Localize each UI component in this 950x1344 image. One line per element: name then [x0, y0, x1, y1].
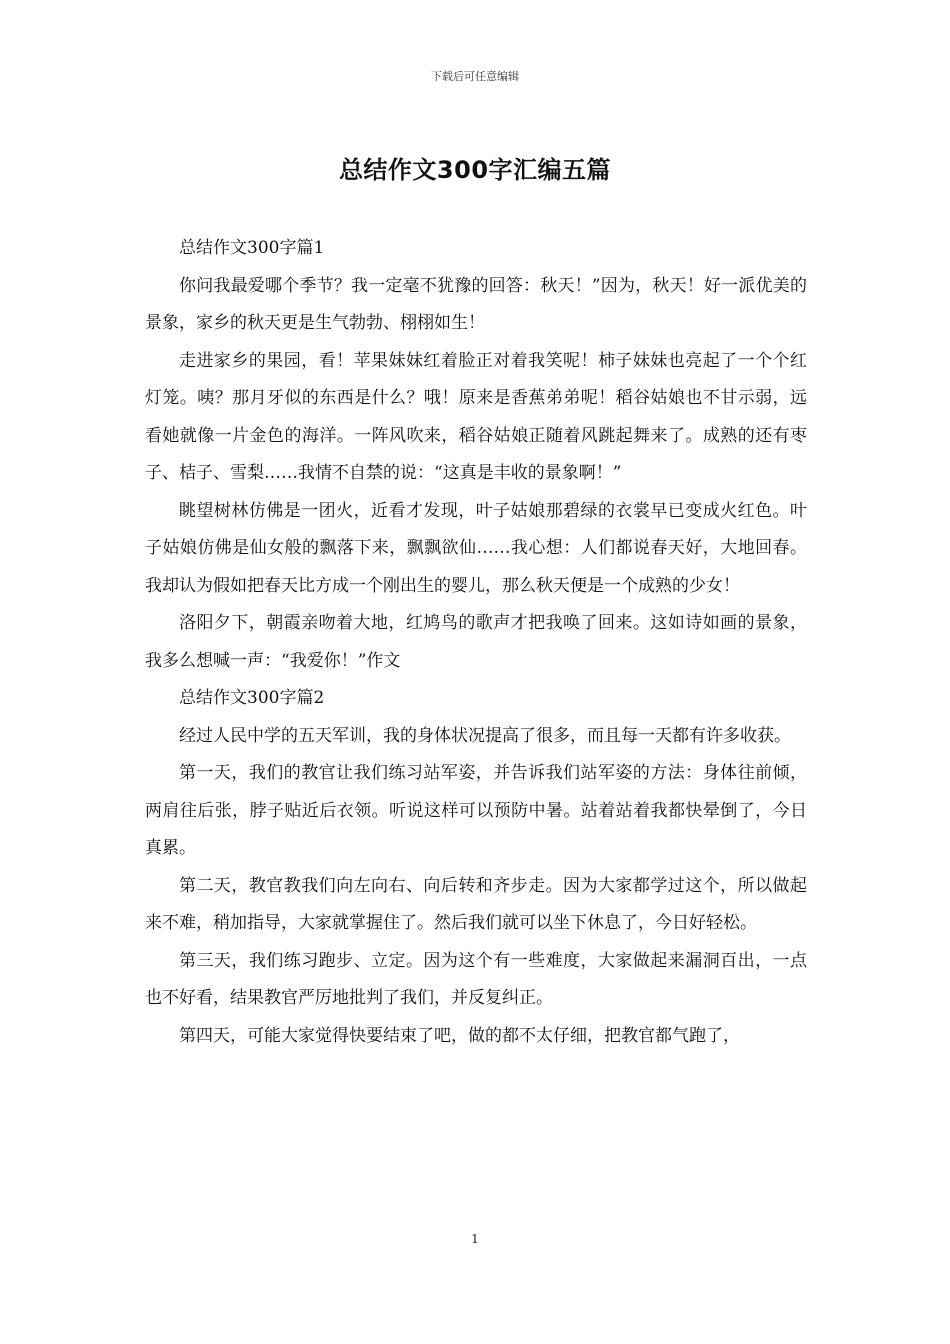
paragraph: 走进家乡的果园，看！苹果妹妹红着脸正对着我笑呢！柿子妹妹也亮起了一个个红灯笼。咦？那月牙似的东西是什么？哦！原来是香蕉弟弟呢！稻谷姑娘也不甘示弱，远看她就像一片金色的海洋。一阵风吹来，稻谷姑娘正随着风跳起舞来了。成熟的还有枣子、桔子、雪梨……我情不自禁的说：“这真是丰收的景象啊！” — [145, 350, 807, 483]
section-heading-2: 总结作文300字篇2 — [179, 688, 325, 708]
paragraph: 第四天，可能大家觉得快要结束了吧，做的都不太仔细，把教官都气跑了， — [179, 1025, 740, 1046]
document-title: 总结作文300字汇编五篇 — [338, 156, 612, 184]
paragraph: 眺望树林仿佛是一团火，近看才发现，叶子姑娘那碧绿的衣裳早已变成火红色。叶子姑娘仿佛是仙女般的飘落下来，飘飘欲仙……我心想：人们都说春天好，大地回春。我却认为假如把春天比方成一个刚出生的婴儿，那么秋天便是一个成熟的少女！ — [145, 500, 807, 596]
paragraph: 经过人民中学的五天军训，我的身体状况提高了很多，而且每一天都有许多收获。 — [179, 725, 791, 746]
paragraph: 洛阳夕下，朝霞亲吻着大地，红鸠鸟的歌声才把我唤了回来。这如诗如画的景象，我多么想喊一声：“我爱你！”作文 — [145, 613, 807, 671]
paragraph: 第三天，我们练习跑步、立定。因为这个有一些难度，大家做起来漏洞百出，一点也不好看，结果教官严厉地批判了我们，并反复纠正。 — [145, 950, 807, 1008]
header-note: 下载后可任意编辑 — [431, 70, 519, 83]
paragraph: 第一天，我们的教官让我们练习站军姿，并告诉我们站军姿的方法：身体往前倾，两肩往后张，脖子贴近后衣领。听说这样可以预防中暑。站着站着我都快晕倒了，今日真累。 — [145, 763, 807, 858]
page-number: 1 — [471, 1232, 479, 1246]
paragraph: 第二天，教官教我们向左向右、向后转和齐步走。因为大家都学过这个，所以做起来不难，稍加指导，大家就掌握住了。然后我们就可以坐下休息了，今日好轻松。 — [145, 875, 807, 933]
section-heading-1: 总结作文300字篇1 — [179, 238, 325, 258]
document-body — [145, 230, 807, 1055]
paragraph: 你问我最爱哪个季节？我一定毫不犹豫的回答：秋天！”因为，秋天！好一派优美的景象，家乡的秋天更是生气勃勃、栩栩如生！ — [145, 275, 807, 333]
